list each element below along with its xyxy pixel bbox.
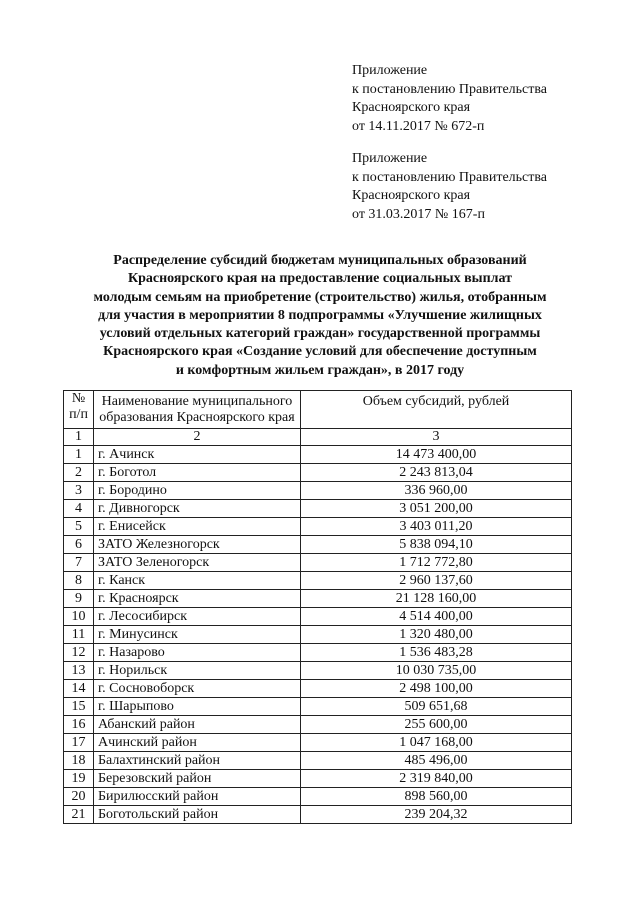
header-num: № п/п [64, 391, 94, 429]
subsidy-amount: 2 498 100,00 [301, 680, 572, 698]
appendix-1-line: Приложение [352, 63, 428, 78]
row-number: 15 [64, 698, 94, 716]
table-row [64, 518, 572, 536]
municipality-name: Ачинский район [94, 734, 301, 752]
subsidy-amount: 3 403 011,20 [301, 518, 572, 536]
municipality-name: Боготольский район [94, 806, 301, 824]
municipality-name: г. Енисейск [94, 518, 301, 536]
table-row [64, 464, 572, 482]
table-row [64, 644, 572, 662]
table-row [64, 662, 572, 680]
row-number: 9 [64, 590, 94, 608]
subsidy-amount: 485 496,00 [301, 752, 572, 770]
subsidy-amount: 14 473 400,00 [301, 446, 572, 464]
subsidy-amount: 5 838 094,10 [301, 536, 572, 554]
subsidy-amount: 4 514 400,00 [301, 608, 572, 626]
subsidy-amount: 1 712 772,80 [301, 554, 572, 572]
title-line: Красноярского края на предоставление социальных выплат [127, 271, 513, 287]
appendix-1-line: к постановлению Правительства [352, 81, 548, 97]
row-number: 5 [64, 518, 94, 536]
municipality-name: г. Дивногорск [94, 500, 301, 518]
subsidy-amount: 255 600,00 [301, 716, 572, 734]
municipality-name: Бирилюсский район [94, 788, 301, 806]
title-line: для участия в мероприятии 8 подпрограммы «Улучшение жилищных [98, 307, 542, 323]
table-row [64, 752, 572, 770]
table-row [64, 572, 572, 590]
table-row [64, 482, 572, 500]
municipality-name: г. Канск [94, 572, 301, 590]
table-row [64, 608, 572, 626]
subsidy-amount: 21 128 160,00 [301, 590, 572, 608]
municipality-name: г. Минусинск [94, 626, 301, 644]
row-number: 2 [64, 464, 94, 482]
header-sum: Объем субсидий, рублей [301, 391, 572, 429]
table-row [64, 716, 572, 734]
table-row [64, 626, 572, 644]
subsidy-amount: 1 047 168,00 [301, 734, 572, 752]
row-number: 7 [64, 554, 94, 572]
title-line: Распределение субсидий бюджетам муниципальных образований [113, 253, 527, 268]
appendix-2-line: от 31.03.2017 № 167-п [352, 206, 485, 222]
municipality-name: г. Красноярск [94, 590, 301, 608]
title-line: и комфортным жильем граждан», в 2017 году [175, 362, 465, 378]
table-body [64, 446, 572, 824]
row-number: 14 [64, 680, 94, 698]
subsidy-amount: 1 320 480,00 [301, 626, 572, 644]
municipality-name: ЗАТО Железногорск [94, 536, 301, 554]
subsidy-amount: 509 651,68 [301, 698, 572, 716]
municipality-name: г. Сосновоборск [94, 680, 301, 698]
row-number: 21 [64, 806, 94, 824]
municipality-name: Абанский район [94, 716, 301, 734]
table-row [64, 500, 572, 518]
row-number: 16 [64, 716, 94, 734]
title-line: условий отдельных категорий граждан» государственной программы [99, 326, 541, 342]
appendix-2-line: Приложение [352, 151, 428, 166]
subsidy-amount: 3 051 200,00 [301, 500, 572, 518]
subsidy-amount: 2 960 137,60 [301, 572, 572, 590]
subsidy-amount: 10 030 735,00 [301, 662, 572, 680]
row-number: 10 [64, 608, 94, 626]
table-row [64, 536, 572, 554]
row-number: 12 [64, 644, 94, 662]
row-number: 20 [64, 788, 94, 806]
table-row [64, 554, 572, 572]
row-number: 19 [64, 770, 94, 788]
table-header-row [64, 391, 572, 429]
municipality-name: г. Лесосибирск [94, 608, 301, 626]
row-number: 6 [64, 536, 94, 554]
title-line: молодым семьям на приобретение (строительство) жилья, отобранным [93, 289, 547, 305]
appendix-1-line: от 14.11.2017 № 672-п [352, 118, 485, 134]
subsidy-amount: 336 960,00 [301, 482, 572, 500]
subsidy-amount: 1 536 483,28 [301, 644, 572, 662]
appendix-block-1 [352, 62, 547, 136]
municipality-name: г. Назарово [94, 644, 301, 662]
municipality-name: Березовский район [94, 770, 301, 788]
row-number: 11 [64, 626, 94, 644]
table-row [64, 446, 572, 464]
table-row [64, 734, 572, 752]
municipality-name: ЗАТО Зеленогорск [94, 554, 301, 572]
row-number: 4 [64, 500, 94, 518]
subsidy-amount: 2 243 813,04 [301, 464, 572, 482]
row-number: 1 [64, 446, 94, 464]
subsidy-amount: 898 560,00 [301, 788, 572, 806]
row-number: 13 [64, 662, 94, 680]
table-row [64, 590, 572, 608]
subsidy-amount: 239 204,32 [301, 806, 572, 824]
row-number: 18 [64, 752, 94, 770]
title-line: Красноярского края «Создание условий для обеспечение доступным [103, 344, 537, 360]
municipality-name: г. Шарыпово [94, 698, 301, 716]
appendix-1-line: Красноярского края [352, 100, 471, 115]
municipality-name: г. Боготол [94, 464, 301, 482]
row-number: 8 [64, 572, 94, 590]
row-number: 3 [64, 482, 94, 500]
appendix-block-2 [352, 150, 547, 224]
appendix-2-line: к постановлению Правительства [352, 169, 548, 185]
table-row [64, 770, 572, 788]
col-number-1: 1 [64, 429, 94, 446]
municipality-name: г. Норильск [94, 662, 301, 680]
table-row [64, 806, 572, 824]
subsidy-table [63, 390, 572, 824]
appendix-2-line: Красноярского края [352, 188, 471, 203]
municipality-name: Балахтинский район [94, 752, 301, 770]
header-name: Наименование муниципального образования Красноярского края [94, 391, 301, 429]
col-number-2: 2 [94, 429, 301, 446]
municipality-name: г. Ачинск [94, 446, 301, 464]
column-number-row [64, 429, 572, 446]
table-row [64, 698, 572, 716]
subsidy-amount: 2 319 840,00 [301, 770, 572, 788]
document-title [60, 252, 580, 380]
table-row [64, 680, 572, 698]
col-number-3: 3 [301, 429, 572, 446]
table-row [64, 788, 572, 806]
row-number: 17 [64, 734, 94, 752]
municipality-name: г. Бородино [94, 482, 301, 500]
